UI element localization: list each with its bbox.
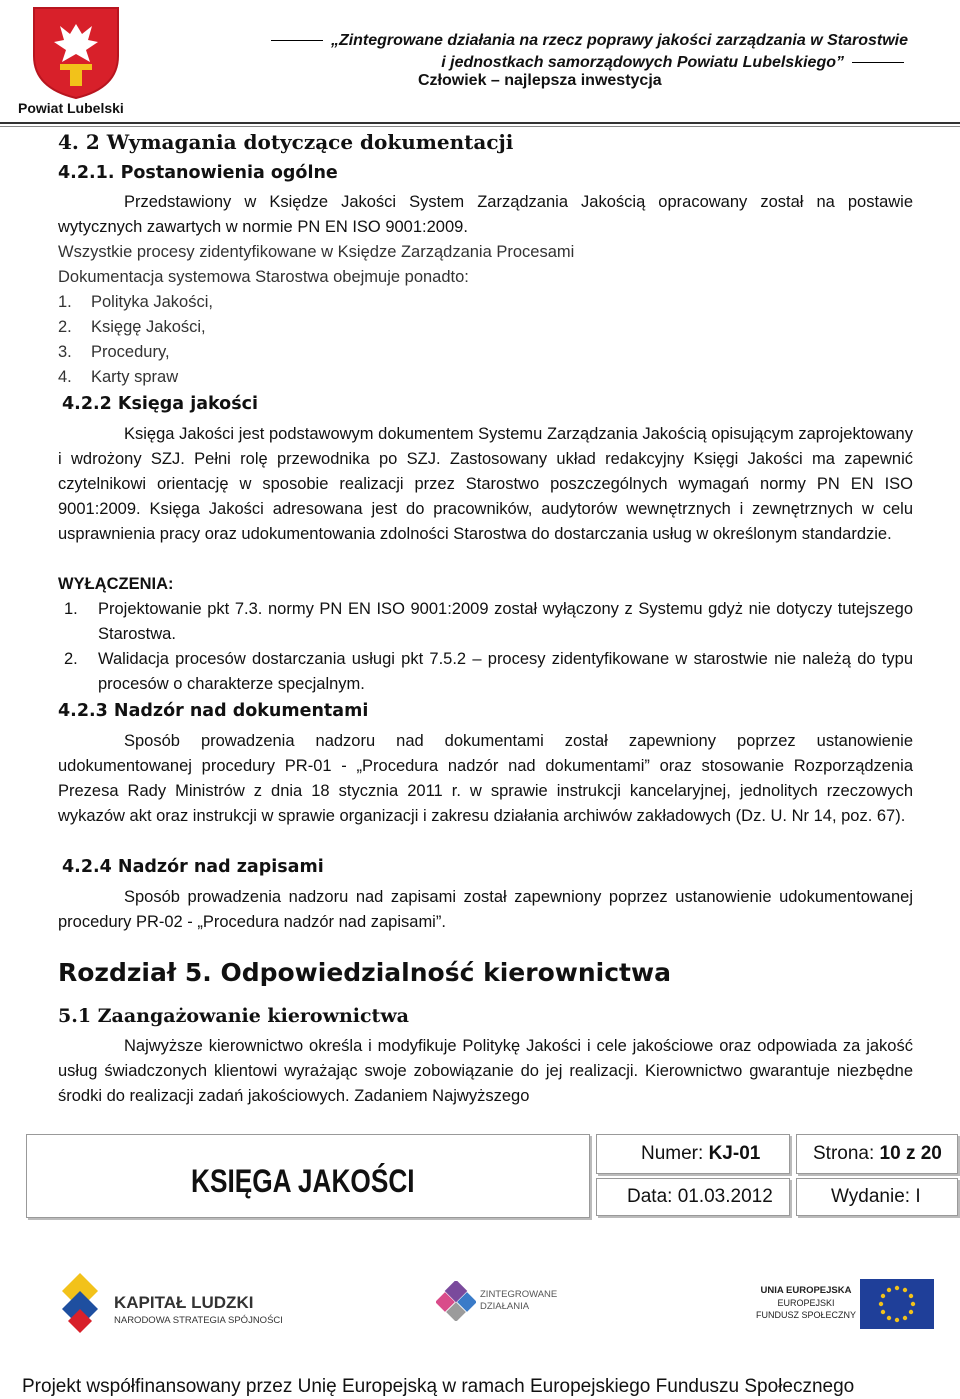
eu-line1: UNIA EUROPEJSKA (760, 1285, 852, 1296)
logos-bar (0, 1265, 960, 1345)
doc-title: KSIĘGA JAKOŚCI (191, 1163, 415, 1199)
paragraph-record-control: Sposób prowadzenia nadzoru nad zapisami został zapewniony poprzez ustanowienie udokumentowanej procedury PR-02 - „Procedura nadzór nad zapisami”. (58, 888, 913, 931)
paragraph-quality-book: Księga Jakości jest podstawowym dokumentem Systemu Zarządzania Jakością opisującym zaprojektowany i wdrożony SZJ. Pełni rolę przewodnika po SZJ. Zastosowany układ redakcyjny Księgi Jakości ma zapewnić czytelnikowi orientację w sposobie realizacji przez Starostwo poszczególnych wymagań normy PN EN ISO 9001:2009. Księga Jakości adresowana jest do pracowników, audytorów wewnętrznych i zewnętrznych w celu usprawnienia pracy oraz udokumentowania zdolności Starostwa do dostarczania usług w określonym standardzie. (58, 425, 913, 543)
header-motto: Człowiek – najlepsza inwestycja (418, 72, 662, 89)
project-title-line2: i jednostkach samorządowych Powiatu Lubelskiego” (441, 54, 844, 71)
eu-flag-icon (860, 1279, 934, 1329)
exclusions-label: WYŁĄCZENIA: (58, 575, 174, 593)
strona-value: 10 z 20 (879, 1143, 942, 1164)
chapter-5-heading: Rozdział 5. Odpowiedzialność kierownictwa (58, 958, 671, 987)
doc-title-cell (26, 1134, 590, 1218)
heading-4-2-1: 4.2.1. Postanowienia ogólne (58, 163, 338, 183)
data-label: Data: (627, 1186, 673, 1207)
eu-logo (756, 1273, 936, 1335)
numer-cell (596, 1134, 790, 1174)
data-cell (596, 1178, 790, 1216)
kapital-ludzki-title: KAPITAŁ LUDZKI (114, 1293, 254, 1312)
paragraph-processes-line1: Wszystkie procesy zidentyfikowane w Księdze Zarządzania Procesami (58, 243, 575, 261)
zintegrowane-icon (436, 1281, 476, 1321)
wydanie-cell (796, 1178, 958, 1216)
project-title (271, 30, 908, 74)
kapital-ludzki-logo (58, 1273, 298, 1339)
paragraph-processes-line2: Dokumentacja systemowa Starostwa obejmuje ponadto: (58, 268, 469, 286)
heading-4-2-4: 4.2.4 Nadzór nad zapisami (62, 857, 324, 877)
heading-5-1: 5.1 Zaangażowanie kierownictwa (58, 1005, 409, 1027)
zintegrowane-line2: DZIAŁANIA (480, 1301, 530, 1312)
heading-4-2-2: 4.2.2 Księga jakości (62, 394, 258, 414)
numer-value: KJ-01 (708, 1143, 761, 1164)
kapital-ludzki-subtitle: NARODOWA STRATEGIA SPÓJNOŚCI (114, 1315, 283, 1326)
strona-cell (796, 1134, 958, 1174)
header-divider (0, 122, 960, 124)
heading-4-2: 4. 2 Wymagania dotyczące dokumentacji (58, 130, 514, 154)
wydanie-value: I (915, 1186, 921, 1207)
funding-statement: Projekt współfinansowany przez Unię Europejską w ramach Europejskiego Funduszu Społecznego (22, 1376, 855, 1397)
strona-label: Strona: (813, 1143, 875, 1164)
document-footer-table (18, 1124, 958, 1222)
zintegrowane-line1: ZINTEGROWANE (480, 1289, 558, 1300)
paragraph-document-control: Sposób prowadzenia nadzoru nad dokumentami został zapewniony poprzez ustanowienie udokumentowanej procedury PR-01 - „Procedura nadzór nad dokumentami” oraz stosowanie Rozporządzenia Prezesa Rady Ministrów z dnia 18 stycznia 2011 r. w sprawie instrukcji kancelaryjnej, jednolitych rzeczowych wykazów akt oraz instrukcji w sprawie organizacji i zakresu działania archiwów zakładowych (Dz. U. Nr 14, poz. 67). (58, 732, 913, 825)
numer-label: Numer: (641, 1143, 704, 1164)
kapital-ludzki-icon (58, 1273, 102, 1335)
crest-label: Powiat Lubelski (18, 100, 124, 116)
wydanie-label: Wydanie: (831, 1186, 911, 1207)
list-item: 2. Walidacja procesów dostarczania usługi pkt 7.5.2 – procesy zidentyfikowane w starostwie nie należą do typu procesów o charakterze specjalnym. (64, 650, 913, 693)
eu-line3: FUNDUSZ SPOŁECZNY (756, 1310, 857, 1320)
data-value: 01.03.2012 (677, 1186, 773, 1207)
powiat-crest (30, 4, 122, 100)
paragraph-intro: Przedstawiony w Księdze Jakości System Zarządzania Jakością opracowany został na postawie wytycznych zawartych w normie PN EN ISO 9001:2009. (58, 193, 913, 236)
eu-line2: EUROPEJSKI (777, 1298, 835, 1308)
paragraph-management: Najwyższe kierownictwo określa i modyfikuje Politykę Jakości i cele jakościowe oraz odpowiada za jakość usług świadczonych klientowi wyrażając swoje zobowiązanie do jej realizacji. Kierownictwo gwarantuje niezbędne środki do realizacji zadań jakościowych. Zadaniem Najwyższego (58, 1037, 913, 1105)
header-divider-thin (0, 126, 960, 127)
project-title-line1: „Zintegrowane działania na rzecz poprawy jakości zarządzania w Starostwie (330, 32, 908, 49)
heading-4-2-3: 4.2.3 Nadzór nad dokumentami (58, 701, 369, 721)
zintegrowane-dzialania-logo (436, 1279, 566, 1329)
list-item: 1. Projektowanie pkt 7.3. normy PN EN ISO 9001:2009 został wyłączony z Systemu gdyż nie dotyczy tutejszego Starostwa. (64, 600, 913, 643)
